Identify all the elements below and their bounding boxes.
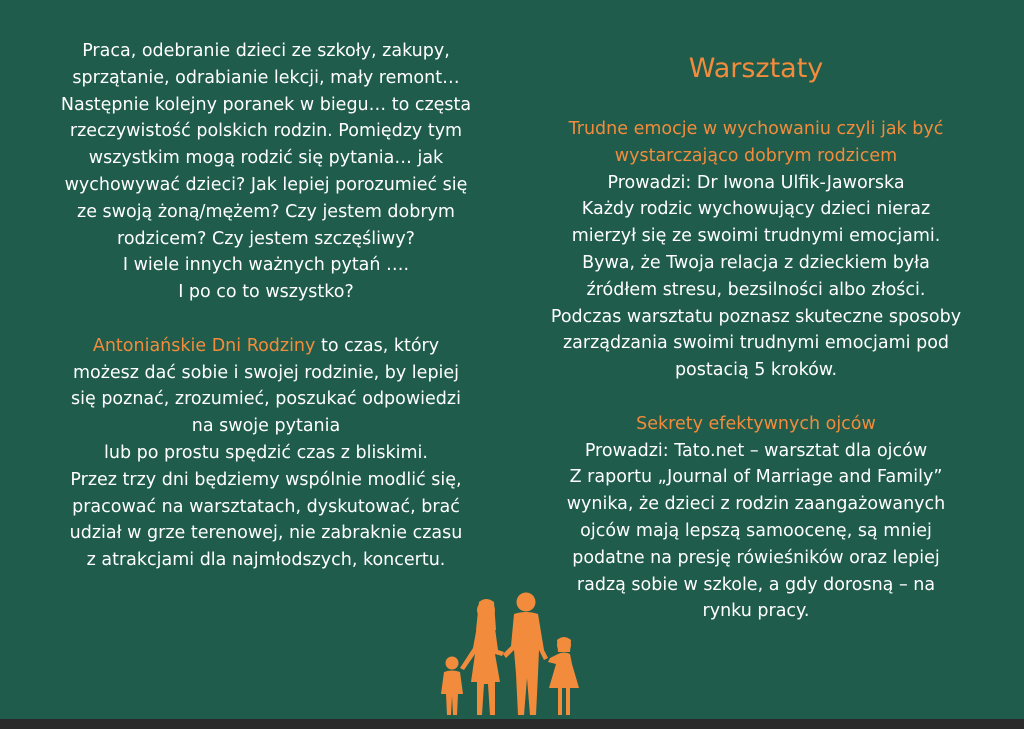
- workshop-line: Prowadzi: Tato.net – warsztat dla ojców: [584, 440, 928, 461]
- workshop-emotions: [512, 116, 1000, 384]
- family-days-line-rest: to czas, który: [315, 335, 440, 356]
- intro-line: wszystkim mogą rodzić się pytania… jak: [88, 148, 444, 169]
- spacer: [20, 306, 512, 333]
- family-days-line: możesz dać sobie i swojej rodzinie, by lepiej: [72, 362, 460, 383]
- event-name: Antoniańskie Dni Rodziny: [92, 335, 316, 356]
- workshop-title-line: wystarczająco dobrym rodzicem: [614, 145, 898, 166]
- workshop-line: Podczas warsztatu poznasz skuteczne sposoby: [550, 306, 962, 327]
- workshop-line: podatne na presję rówieśników oraz lepiej: [572, 547, 940, 568]
- left-column: [20, 38, 512, 574]
- family-days-paragraph: [20, 333, 512, 574]
- bottom-strip: [0, 719, 1024, 729]
- workshop-line: zarządzania swoimi trudnymi emocjami pod: [562, 333, 950, 354]
- family-days-first-line: [20, 333, 512, 360]
- intro-paragraph: [20, 38, 512, 306]
- family-days-line: Przez trzy dni będziemy wspólnie modlić się,: [70, 469, 462, 490]
- family-silhouette-icon: [438, 590, 588, 719]
- right-column: [512, 52, 1000, 625]
- workshop-title-line: Trudne emocje w wychowaniu czyli jak być: [568, 119, 944, 139]
- intro-line: sprzątanie, odrabianie lekcji, mały remont…: [72, 67, 460, 88]
- intro-line: Następnie kolejny poranek w biegu… to częsta: [60, 94, 472, 115]
- workshop-line: źródłem stresu, bezsilności albo złości.: [586, 279, 926, 300]
- intro-line: rodzicem? Czy jestem szczęśliwy?: [117, 228, 415, 249]
- workshop-line: mierzył się ze swoimi trudnymi emocjami.: [571, 226, 941, 247]
- workshop-line: wynika, że dzieci z rodzin zaangażowanych: [566, 494, 946, 515]
- family-days-line: z atrakcjami dla najmłodszych, koncertu.: [86, 550, 446, 571]
- intro-line: ze swoją żoną/mężem? Czy jestem dobrym: [77, 201, 455, 222]
- intro-line: Praca, odebranie dzieci ze szkoły, zakupy,: [82, 41, 450, 61]
- intro-line: rzeczywistość polskich rodzin. Pomiędzy tym: [69, 121, 463, 142]
- spacer: [512, 384, 1000, 411]
- workshop-line: Bywa, że Twoja relacja z dzieckiem była: [582, 252, 930, 273]
- intro-line: wychowywać dzieci? Jak lepiej porozumieć się: [64, 174, 468, 195]
- family-days-line: lub po prostu spędzić czas z bliskimi.: [104, 442, 428, 463]
- workshop-line: Z raportu „Journal of Marriage and Family”: [569, 467, 943, 488]
- workshop-line: Prowadzi: Dr Iwona Ulfik-Jaworska: [607, 172, 905, 193]
- family-days-line: na swoje pytania: [191, 416, 341, 437]
- workshop-line: rynku pracy.: [702, 601, 810, 622]
- workshop-line: ojców mają lepszą samoocenę, są mniej: [580, 520, 932, 541]
- workshop-line: postacią 5 kroków.: [674, 360, 838, 381]
- workshops-heading: Warsztaty: [688, 53, 824, 84]
- workshop-title-line: Sekrety efektywnych ojców: [636, 413, 876, 434]
- family-days-line: się poznać, zrozumieć, poszukać odpowiedzi: [71, 389, 461, 410]
- intro-line: I wiele innych ważnych pytań ….: [122, 255, 410, 276]
- intro-line: I po co to wszystko?: [178, 282, 354, 303]
- workshop-line: radzą sobie w szkole, a gdy dorosną – na: [576, 574, 936, 595]
- family-days-line: udział w grze terenowej, nie zabraknie czasu: [69, 523, 463, 544]
- family-days-line: pracować na warsztatach, dyskutować, brać: [72, 496, 460, 517]
- workshop-line: Każdy rodzic wychowujący dzieci nieraz: [581, 199, 931, 220]
